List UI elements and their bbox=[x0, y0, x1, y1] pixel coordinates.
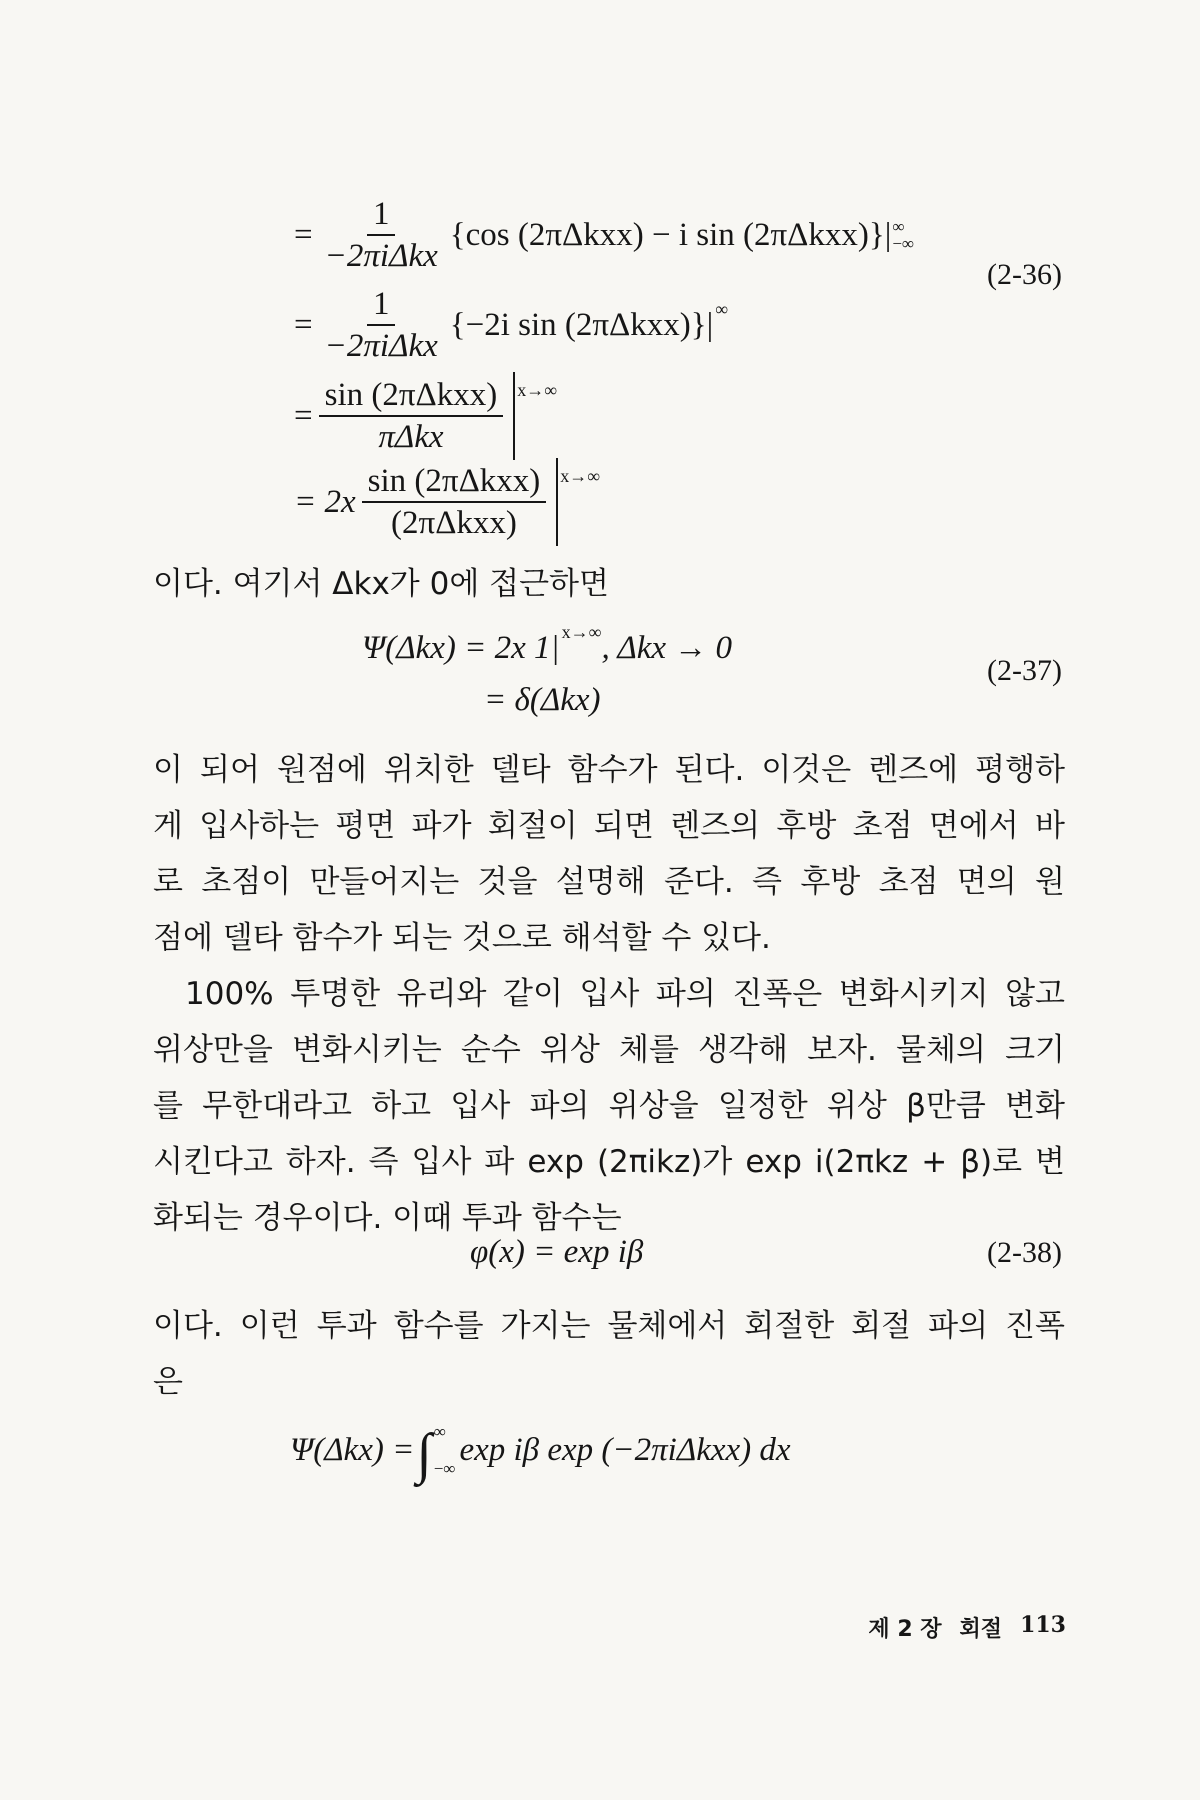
evaluation-limit: x→∞ bbox=[561, 621, 602, 642]
text-line: 화되는 경우이다. 이때 투과 함수는 bbox=[153, 1200, 622, 1236]
fraction bbox=[362, 463, 547, 542]
text-line: 이다. 이런 투과 함수를 가지는 물체에서 회절한 회절 파의 진폭 bbox=[153, 1308, 1065, 1344]
chapter-label: 제 2 장 bbox=[868, 1617, 942, 1642]
eq-2-36-line-4 bbox=[294, 458, 600, 546]
equals-sign: = bbox=[294, 397, 313, 434]
text-line: 시킨다고 하자. 즉 입사 파 exp (2πikz)가 exp i(2πkz + β)로 변 bbox=[153, 1144, 1065, 1180]
eq-2-36-line-3 bbox=[294, 372, 557, 460]
equation-number: (2-38) bbox=[987, 1236, 1062, 1269]
fraction bbox=[319, 377, 504, 456]
text-line: 를 무한대라고 하고 입사 파의 위상을 일정한 위상 β만큼 변화 bbox=[153, 1088, 1065, 1124]
upper-limit: ∞ bbox=[715, 298, 729, 319]
eq-2-36-line-2 bbox=[294, 286, 728, 365]
eq-2-37-line-2: = δ(Δkx) bbox=[484, 682, 601, 718]
equation-number: (2-37) bbox=[987, 654, 1062, 687]
text-line: 점에 델타 함수가 되는 것으로 해석할 수 있다. bbox=[153, 920, 771, 956]
eq-2-37-line-1 bbox=[362, 621, 733, 667]
fraction-denominator: −2πiΔkx bbox=[324, 238, 438, 275]
fraction-numerator: 1 bbox=[367, 196, 396, 236]
expression-tail: , Δkx → 0 bbox=[601, 630, 733, 666]
evaluation-limit: x→∞ bbox=[517, 380, 558, 401]
expression: {cos (2πΔkxx) − i sin (2πΔkxx)}| bbox=[449, 216, 892, 253]
upper-limit: ∞ bbox=[433, 1422, 446, 1441]
eq-2-36-line-1 bbox=[294, 196, 914, 275]
expression: Ψ(Δkx) = 2x 1| bbox=[362, 630, 560, 666]
eq-integral bbox=[290, 1418, 791, 1485]
chapter-title: 회절 bbox=[959, 1617, 1003, 1642]
expression-prefix: = 2x bbox=[294, 483, 356, 520]
fraction bbox=[319, 196, 444, 275]
text-line: 이 되어 원점에 위치한 델타 함수가 된다. 이것은 렌즈에 평행하 bbox=[153, 752, 1065, 788]
equation-number: (2-36) bbox=[987, 258, 1062, 291]
text-line: 위상만을 변화시키는 순수 위상 체를 생각해 보자. 물체의 크기 bbox=[153, 1032, 1065, 1068]
fraction-denominator: (2πΔkxx) bbox=[391, 505, 517, 541]
page-footer bbox=[868, 1612, 1066, 1643]
equals-sign: = bbox=[294, 216, 313, 253]
paragraph: 이다. 여기서 Δkx가 0에 접근하면 bbox=[153, 566, 609, 602]
fraction-denominator: πΔkx bbox=[378, 419, 444, 455]
upper-limit: ∞ bbox=[892, 217, 905, 237]
integral-sign: ∫ bbox=[416, 1423, 432, 1485]
equals-sign: = bbox=[294, 306, 313, 343]
evaluation-limit: x→∞ bbox=[560, 466, 601, 487]
expression: {−2i sin (2πΔkxx)}| bbox=[449, 306, 714, 343]
integral-limits bbox=[434, 1423, 456, 1477]
lower-limit: −∞ bbox=[892, 234, 915, 254]
fraction bbox=[319, 286, 444, 365]
fraction-numerator: 1 bbox=[367, 286, 396, 326]
expression-lhs: Ψ(Δkx) = bbox=[290, 1431, 415, 1468]
evaluation-bar bbox=[513, 372, 515, 460]
eq-2-38: φ(x) = exp iβ bbox=[470, 1234, 644, 1270]
text-line: 로 초점이 만들어지는 것을 설명해 준다. 즉 후방 초점 면의 원 bbox=[153, 864, 1065, 900]
text-line: 게 입사하는 평면 파가 회절이 되면 렌즈의 후방 초점 면에서 바 bbox=[153, 808, 1065, 844]
page-number: 113 bbox=[1020, 1612, 1066, 1638]
fraction-numerator: sin (2πΔkxx) bbox=[362, 463, 547, 503]
fraction-denominator: −2πiΔkx bbox=[324, 328, 438, 365]
evaluation-bar bbox=[556, 458, 558, 546]
integrand: exp iβ exp (−2πiΔkxx) dx bbox=[459, 1431, 791, 1468]
lower-limit: −∞ bbox=[433, 1459, 456, 1478]
fraction-numerator: sin (2πΔkxx) bbox=[319, 377, 504, 417]
text-line: 은 bbox=[153, 1364, 183, 1400]
text-line: 100% 투명한 유리와 같이 입사 파의 진폭은 변화시키지 않고 bbox=[185, 976, 1065, 1012]
